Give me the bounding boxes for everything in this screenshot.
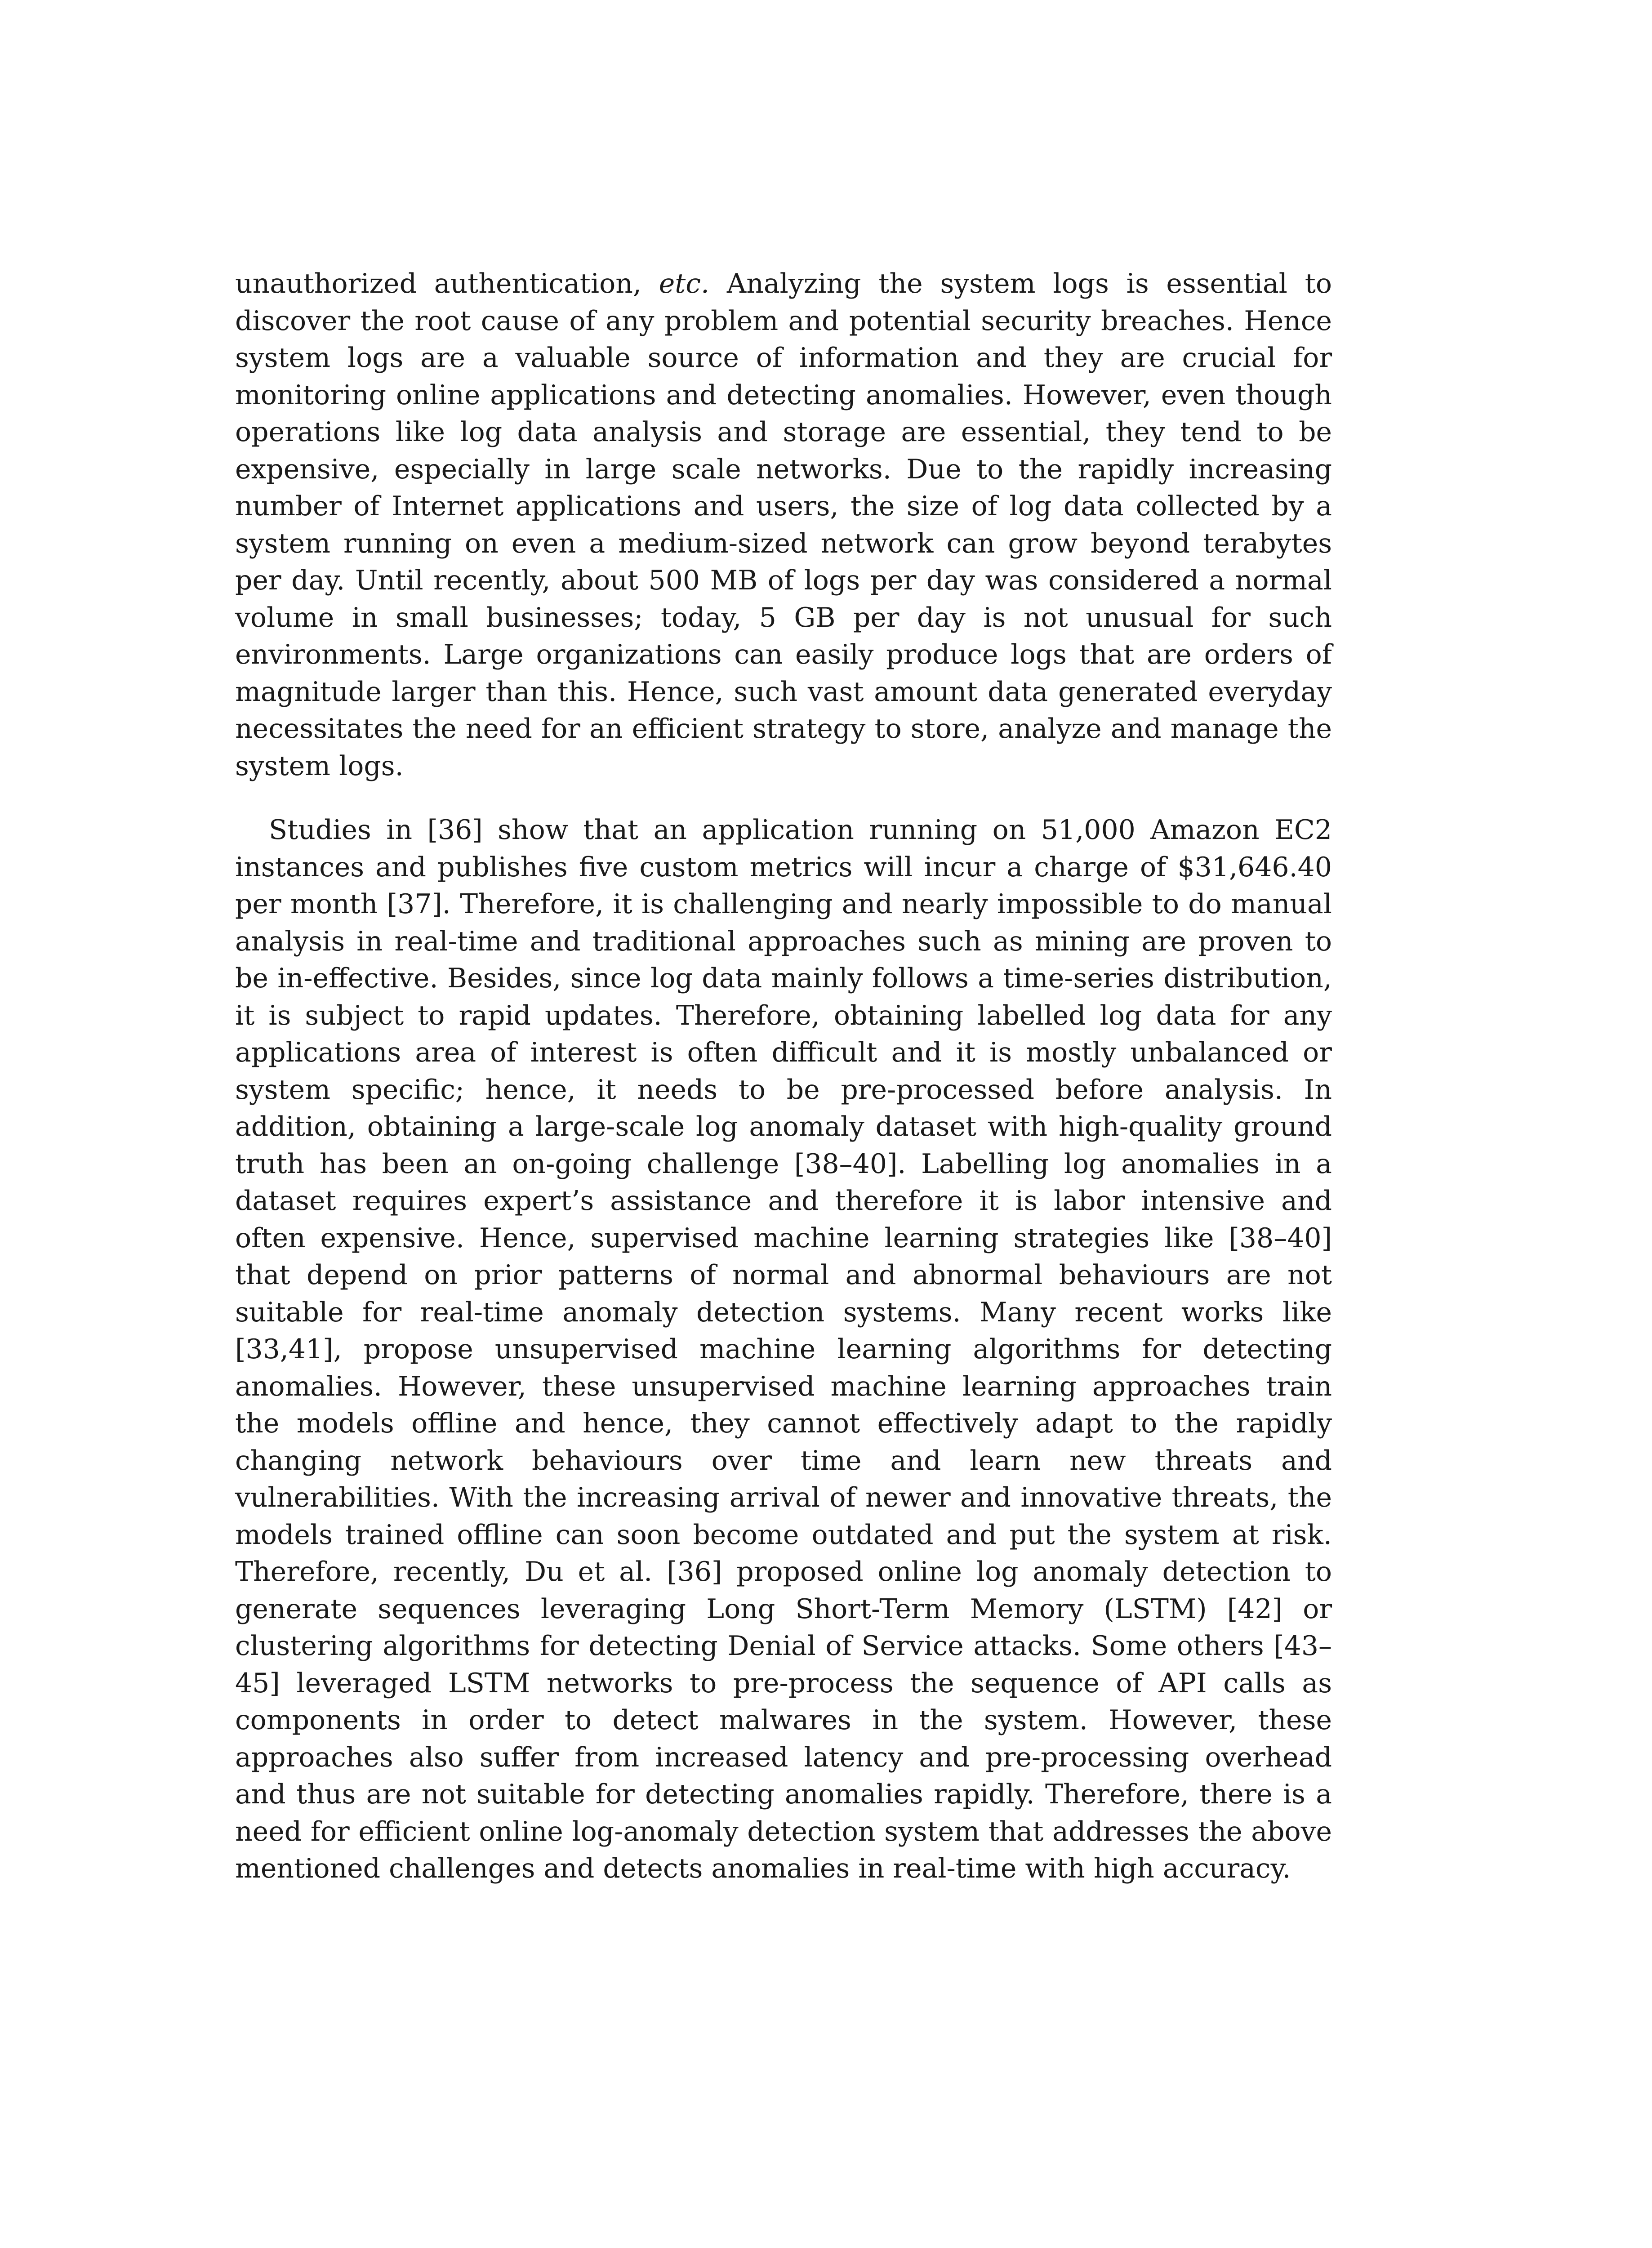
paragraph-1-emphasis: etc. (659, 268, 710, 299)
paragraph-1-rest: Analyzing the system logs is essential to discover the root cause of any problem and potential security breaches. Hence system logs are a valuable source of information and they are crucial for monitoring online applications and detecting anomalies. However, even though operations like log data analysis and storage are essential, they tend to be expensive, especially in large scale networks. Due to the rapidly increasing number of Internet applications and users, the size of log data collected by a system running on even a medium-sized network can grow beyond terabytes per day. Until recently, about 500 MB of logs per day was considered a normal volume in small businesses; today, 5 GB per day is not unusual for such environments. Large organizations can easily produce logs that are orders of magnitude larger than this. Hence, such vast amount data generated everyday necessitates the need for an efficient strategy to store, analyze and manage the system logs. (235, 268, 1332, 782)
paragraph-1-lead: unauthorized authentication, (235, 268, 659, 299)
body-text (235, 265, 1332, 1887)
paragraph-1 (235, 265, 1332, 785)
paragraph-2: Studies in [36] show that an application running on 51,000 Amazon EC2 instances and publishes five custom metrics will incur a charge of $31,646.40 per month [37]. Therefore, it is challenging and nearly impossible to do manual analysis in real-time and traditional approaches such as mining are proven to be in-effective. Besides, since log data mainly follows a time-series distribution, it is subject to rapid updates. Therefore, obtaining labelled log data for any applications area of interest is often difficult and it is mostly unbalanced or system specific; hence, it needs to be pre-processed before analysis. In addition, obtaining a large-scale log anomaly dataset with high-quality ground truth has been an on-going challenge [38–40]. Labelling log anomalies in a dataset requires expert’s assistance and therefore it is labor intensive and often expensive. Hence, supervised machine learning strategies like [38–40] that depend on prior patterns of normal and abnormal behaviours are not suitable for real-time anomaly detection systems. Many recent works like [33,41], propose unsupervised machine learning algorithms for detecting anomalies. However, these unsupervised machine learning approaches train the models offline and hence, they cannot effectively adapt to the rapidly changing network behaviours over time and learn new threats and vulnerabilities. With the increasing arrival of newer and innovative threats, the models trained offline can soon become outdated and put the system at risk. Therefore, recently, Du et al. [36] proposed online log anomaly detection to generate sequences leveraging Long Short-Term Memory (LSTM) [42] or clustering algorithms for detecting Denial of Service attacks. Some others [43–45] leveraged LSTM networks to pre-process the sequence of API calls as components in order to detect malwares in the system. However, these approaches also suffer from increased latency and pre-processing overhead and thus are not suitable for detecting anomalies rapidly. Therefore, there is a need for efficient online log-anomaly detection system that addresses the above mentioned challenges and detects anomalies in real-time with high accuracy. (235, 814, 1332, 1884)
